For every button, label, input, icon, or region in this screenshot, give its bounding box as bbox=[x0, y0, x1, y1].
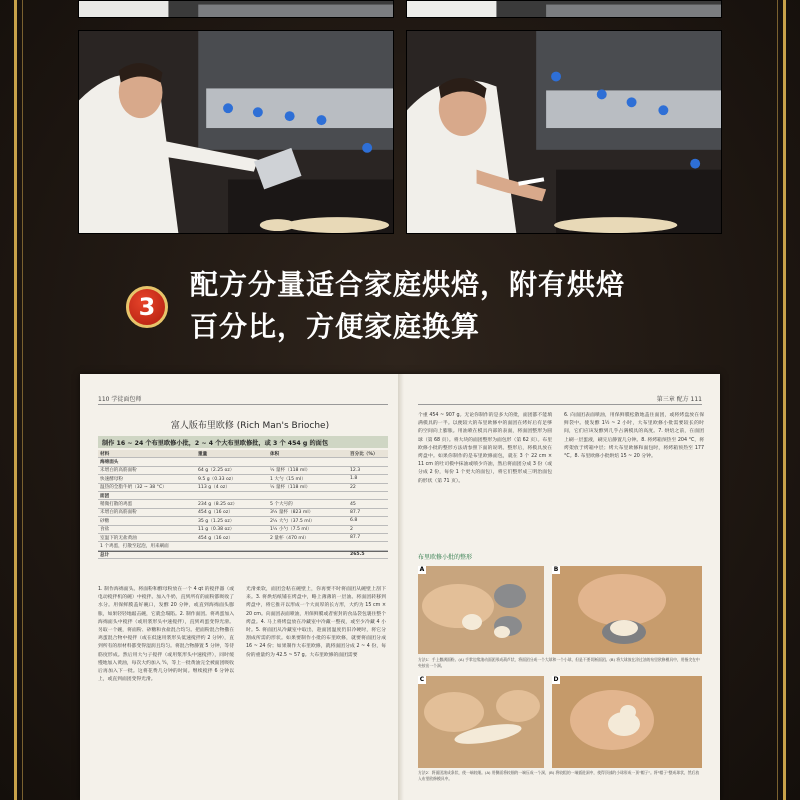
ingredient-table bbox=[98, 450, 388, 559]
photo-label-a: A bbox=[419, 566, 425, 573]
table-header-row bbox=[98, 450, 388, 458]
book-spine bbox=[398, 374, 404, 800]
table-cell: 室温下的无盐黄油 bbox=[100, 535, 137, 541]
photo-label-b: B bbox=[553, 566, 559, 573]
promo-headline bbox=[190, 264, 710, 348]
table-cell: 454 g（16 oz） bbox=[198, 510, 233, 516]
shaping-caption-2: 方法2：将面团滚成条状，使一端较细。(A) 用侧面将较细的一端压成一个洞，(B) 将较粗的一端插进洞中，使得顶部的小球形成一顶"帽子"。将"帽子"整成球状，然后放入布里欧修模具中。 bbox=[418, 770, 700, 781]
section-name: 海绵面头 bbox=[100, 460, 119, 466]
table-cell: 35 g（1.25 oz） bbox=[198, 518, 235, 524]
table-row bbox=[98, 509, 388, 517]
table-cell: 11 g（0.38 oz） bbox=[198, 527, 235, 533]
method-column-1: 1. 制作海绵面头。将面粉和酵母粉放在一个 4 qt 的搅拌器（或电动搅拌机的碗）中搅拌。加入牛奶，直到所有的面粉都吸收了水分。用保鲜膜盖好碗口，发酵 20 分钟，或直到海绵面头膨胀，如果轻轻地敲击碗，它就会塌陷。2. 制作面团。将鸡蛋加入海绵面头中搅拌（或用浆形头中速搅拌），直到鸡蛋变得光滑。另取一个碗，将面粉、砂糖和食盐混合均匀。把面粉混合物撒在鸡蛋混合物中搅拌（或在低速用浆形头低速搅拌约 2 分钟），直到所有的原材料都变得湿润且均匀。将混合物静置 5 分钟，等待筋度形成。然后用大勺子搅拌（或用浆形头中速搅拌），同时缓慢地加入黄油，每次大约加入 ¼，等上一批黄油完全被面团吸收后再加入下一批。这将花费几分钟的时间。继续搅拌 6 分钟以上，或直到面团变得光滑。 bbox=[98, 587, 234, 683]
table-cell: 食盐 bbox=[100, 527, 110, 533]
recipe-title: 富人版布里欧修 (Rich Man's Brioche) bbox=[170, 421, 330, 431]
gold-border-right-inner bbox=[777, 0, 778, 800]
table-section-row bbox=[98, 492, 388, 500]
left-running-head: 110 学徒面包师 bbox=[98, 396, 142, 403]
table-row bbox=[98, 517, 388, 525]
right-running-head: 第三章 配方 111 bbox=[656, 396, 702, 403]
shaping-photo-a bbox=[418, 566, 544, 654]
shaping-caption-1: 方法1：手上撒满面粉。(A) 手掌边缘滚动面团形成葫芦状，将面团分成一个大球和一个小球，但是不要切断面团。(B) 将大球放在涂过油的布里欧修模具中，用指尖在中央按出一个洞。 bbox=[418, 657, 700, 668]
table-cell: 1 大勺（15 ml） bbox=[270, 476, 306, 482]
table-cell: 234 g（8.25 oz） bbox=[198, 502, 238, 508]
photo-baker-slashing-dough bbox=[406, 30, 722, 234]
photo-top-left-strip bbox=[78, 0, 394, 18]
method-column-3: 个重 454 ~ 907 g。无论你制作的是多大的批，面团都不能填满模具的一半。以便较大的布里欧修中的面团在烤好后有足够的空间向上膨胀。用油喷在模具内部的表面，将面团整形为圆球（第 68 页）。将大块的面团整形为面包形（第 62 页）。布里欧修小批的整形方法请参照下面的说明。整形后，将模具放在烤盘中。如果你制作的是布里欧修面包，就在 3 个 22 cm × 11 cm 的吐司模中抹油或喷少许油，然后将面团分成 3 份（或分成 2 份，每份 1 个更大的面包），将它们整形成三明治面包的形状（第 71 页）。 bbox=[418, 413, 552, 484]
table-cell: 温热的全脂牛奶（32 ~ 38 °C） bbox=[100, 485, 167, 491]
shaping-subsection-title: 布里欧修小批的整形 bbox=[418, 554, 473, 561]
table-section-row bbox=[98, 458, 388, 466]
table-cell: ½ 量杯（118 ml） bbox=[270, 485, 311, 491]
table-cell: 2 bbox=[350, 526, 353, 532]
table-row bbox=[98, 500, 388, 508]
table-header: 体积 bbox=[270, 451, 280, 457]
photo-label-d: D bbox=[553, 676, 559, 683]
table-cell: 砂糖 bbox=[100, 518, 110, 524]
table-cell: 2 量杯（470 ml） bbox=[270, 535, 309, 541]
table-cell: 3½ 量杯（823 ml） bbox=[270, 510, 314, 516]
table-header: 百分比（%） bbox=[350, 451, 378, 457]
table-cell: 87.7 bbox=[350, 509, 361, 515]
table-row bbox=[98, 542, 388, 550]
table-cell: 未增白的高筋面粉 bbox=[100, 468, 137, 474]
table-cell: 1½ 小勺（7.5 ml） bbox=[270, 527, 312, 533]
table-cell: 113 g（4 oz） bbox=[198, 485, 230, 491]
gold-border-left-inner bbox=[22, 0, 23, 800]
table-row bbox=[98, 475, 388, 483]
shaping-photo-c bbox=[418, 676, 544, 768]
shaping-photo-b bbox=[552, 566, 702, 654]
photo-label-c: C bbox=[419, 676, 425, 683]
table-cell: 6.8 bbox=[350, 518, 358, 524]
recipe-yield: 制作 16 ~ 24 个布里欧修小批，2 ~ 4 个大布里欧修批，或 3 个 454 g 的面包 bbox=[98, 436, 388, 448]
table-cell: 未增白的高筋面粉 bbox=[100, 510, 137, 516]
table-row bbox=[98, 467, 388, 475]
table-total-row bbox=[98, 551, 388, 559]
table-cell: 87.7 bbox=[350, 535, 361, 541]
step-number-badge: 3 bbox=[126, 286, 168, 328]
table-cell: 1.8 bbox=[350, 476, 358, 482]
table-row bbox=[98, 526, 388, 534]
table-cell: 22 bbox=[350, 484, 356, 490]
section-name: 面团 bbox=[100, 493, 110, 499]
total-label: 总计 bbox=[100, 552, 110, 558]
table-cell: 1 个鸡蛋，打散至起泡，用来刷面 bbox=[100, 543, 169, 549]
table-cell: 454 g（16 oz） bbox=[198, 535, 233, 541]
method-column-4: 6. 向面团表面喷油，用保鲜膜松散地盖住面团，或将烤盘放在保鲜袋中。使发酵 1½ ~ 2 小时，大布里欧修小批需要较长的时间，它们应该发酵到几乎占满模具的高度。7. 烘焙之前，在面团上刷一层蛋液，刷完后静置几分钟。8. 将烤箱预热至 204 °C，将烤架放于烤箱中层；烤大布里欧修和面包时，将烤箱预热至 177 °C。8. 布里欧修小批烘焙 15 ~ 20 分钟。 bbox=[564, 413, 704, 460]
table-cell: 5 个大号的 bbox=[270, 502, 293, 508]
headline-line-1: 配方分量适合家庭烘焙，附有烘焙 bbox=[190, 268, 626, 301]
table-cell: 12.3 bbox=[350, 467, 361, 473]
photo-baker-pouring-water bbox=[78, 30, 394, 234]
table-row bbox=[98, 484, 388, 492]
table-cell: 快速酵母粉 bbox=[100, 476, 123, 482]
book-spread bbox=[80, 374, 720, 800]
left-header-rule bbox=[98, 404, 388, 405]
right-header-rule bbox=[418, 404, 702, 405]
table-row bbox=[98, 534, 388, 542]
total-value: 265.5 bbox=[350, 552, 365, 558]
table-cell: 64 g（2.25 oz） bbox=[198, 468, 235, 474]
table-cell: 2½ 大勺（37.5 ml） bbox=[270, 518, 315, 524]
table-header: 重量 bbox=[198, 451, 208, 457]
photo-top-right-strip bbox=[406, 0, 722, 18]
gold-border-left bbox=[14, 0, 17, 800]
table-cell: 45 bbox=[350, 501, 356, 507]
table-header: 材料 bbox=[100, 451, 110, 457]
table-cell: 9.5 g（0.33 oz） bbox=[198, 476, 236, 482]
shaping-photo-d bbox=[552, 676, 702, 768]
gold-border-right bbox=[783, 0, 786, 800]
headline-line-2: 百分比，方便家庭换算 bbox=[190, 310, 481, 343]
method-column-2: 光滑柔软，面团会粘在碗壁上，你再要不时将面团从碗壁上刮下来。3. 将烘焙纸铺在烤盘中，略上薄薄的一层油。将面团转移到烤盘中，将它推开以形成一个大而厚的长方形，大约为 15 cm × 20 cm。向面团表面喷油，用保鲜膜或者密封的食品袋包裹住整个烤盘。4. 马上将烤盘放在冷藏室中冷藏一整夜，或至少冷藏 4 小时。5. 将面团从冷藏室中取出，趁面团温度仍旧冷硬时，将它分割成所需的形状。如果要制作小批的布里欧修，就要将面团分成 16 ~ 24 份；如果制作大布里欧修，就将面团分成 2 ~ 4 份，每份的重量约为 42.5 ~ 57 g。大布里欧修的面团需要 bbox=[246, 587, 386, 658]
table-cell: 稍微打散的鸡蛋 bbox=[100, 502, 133, 508]
table-cell: ½ 量杯（118 ml） bbox=[270, 468, 311, 474]
